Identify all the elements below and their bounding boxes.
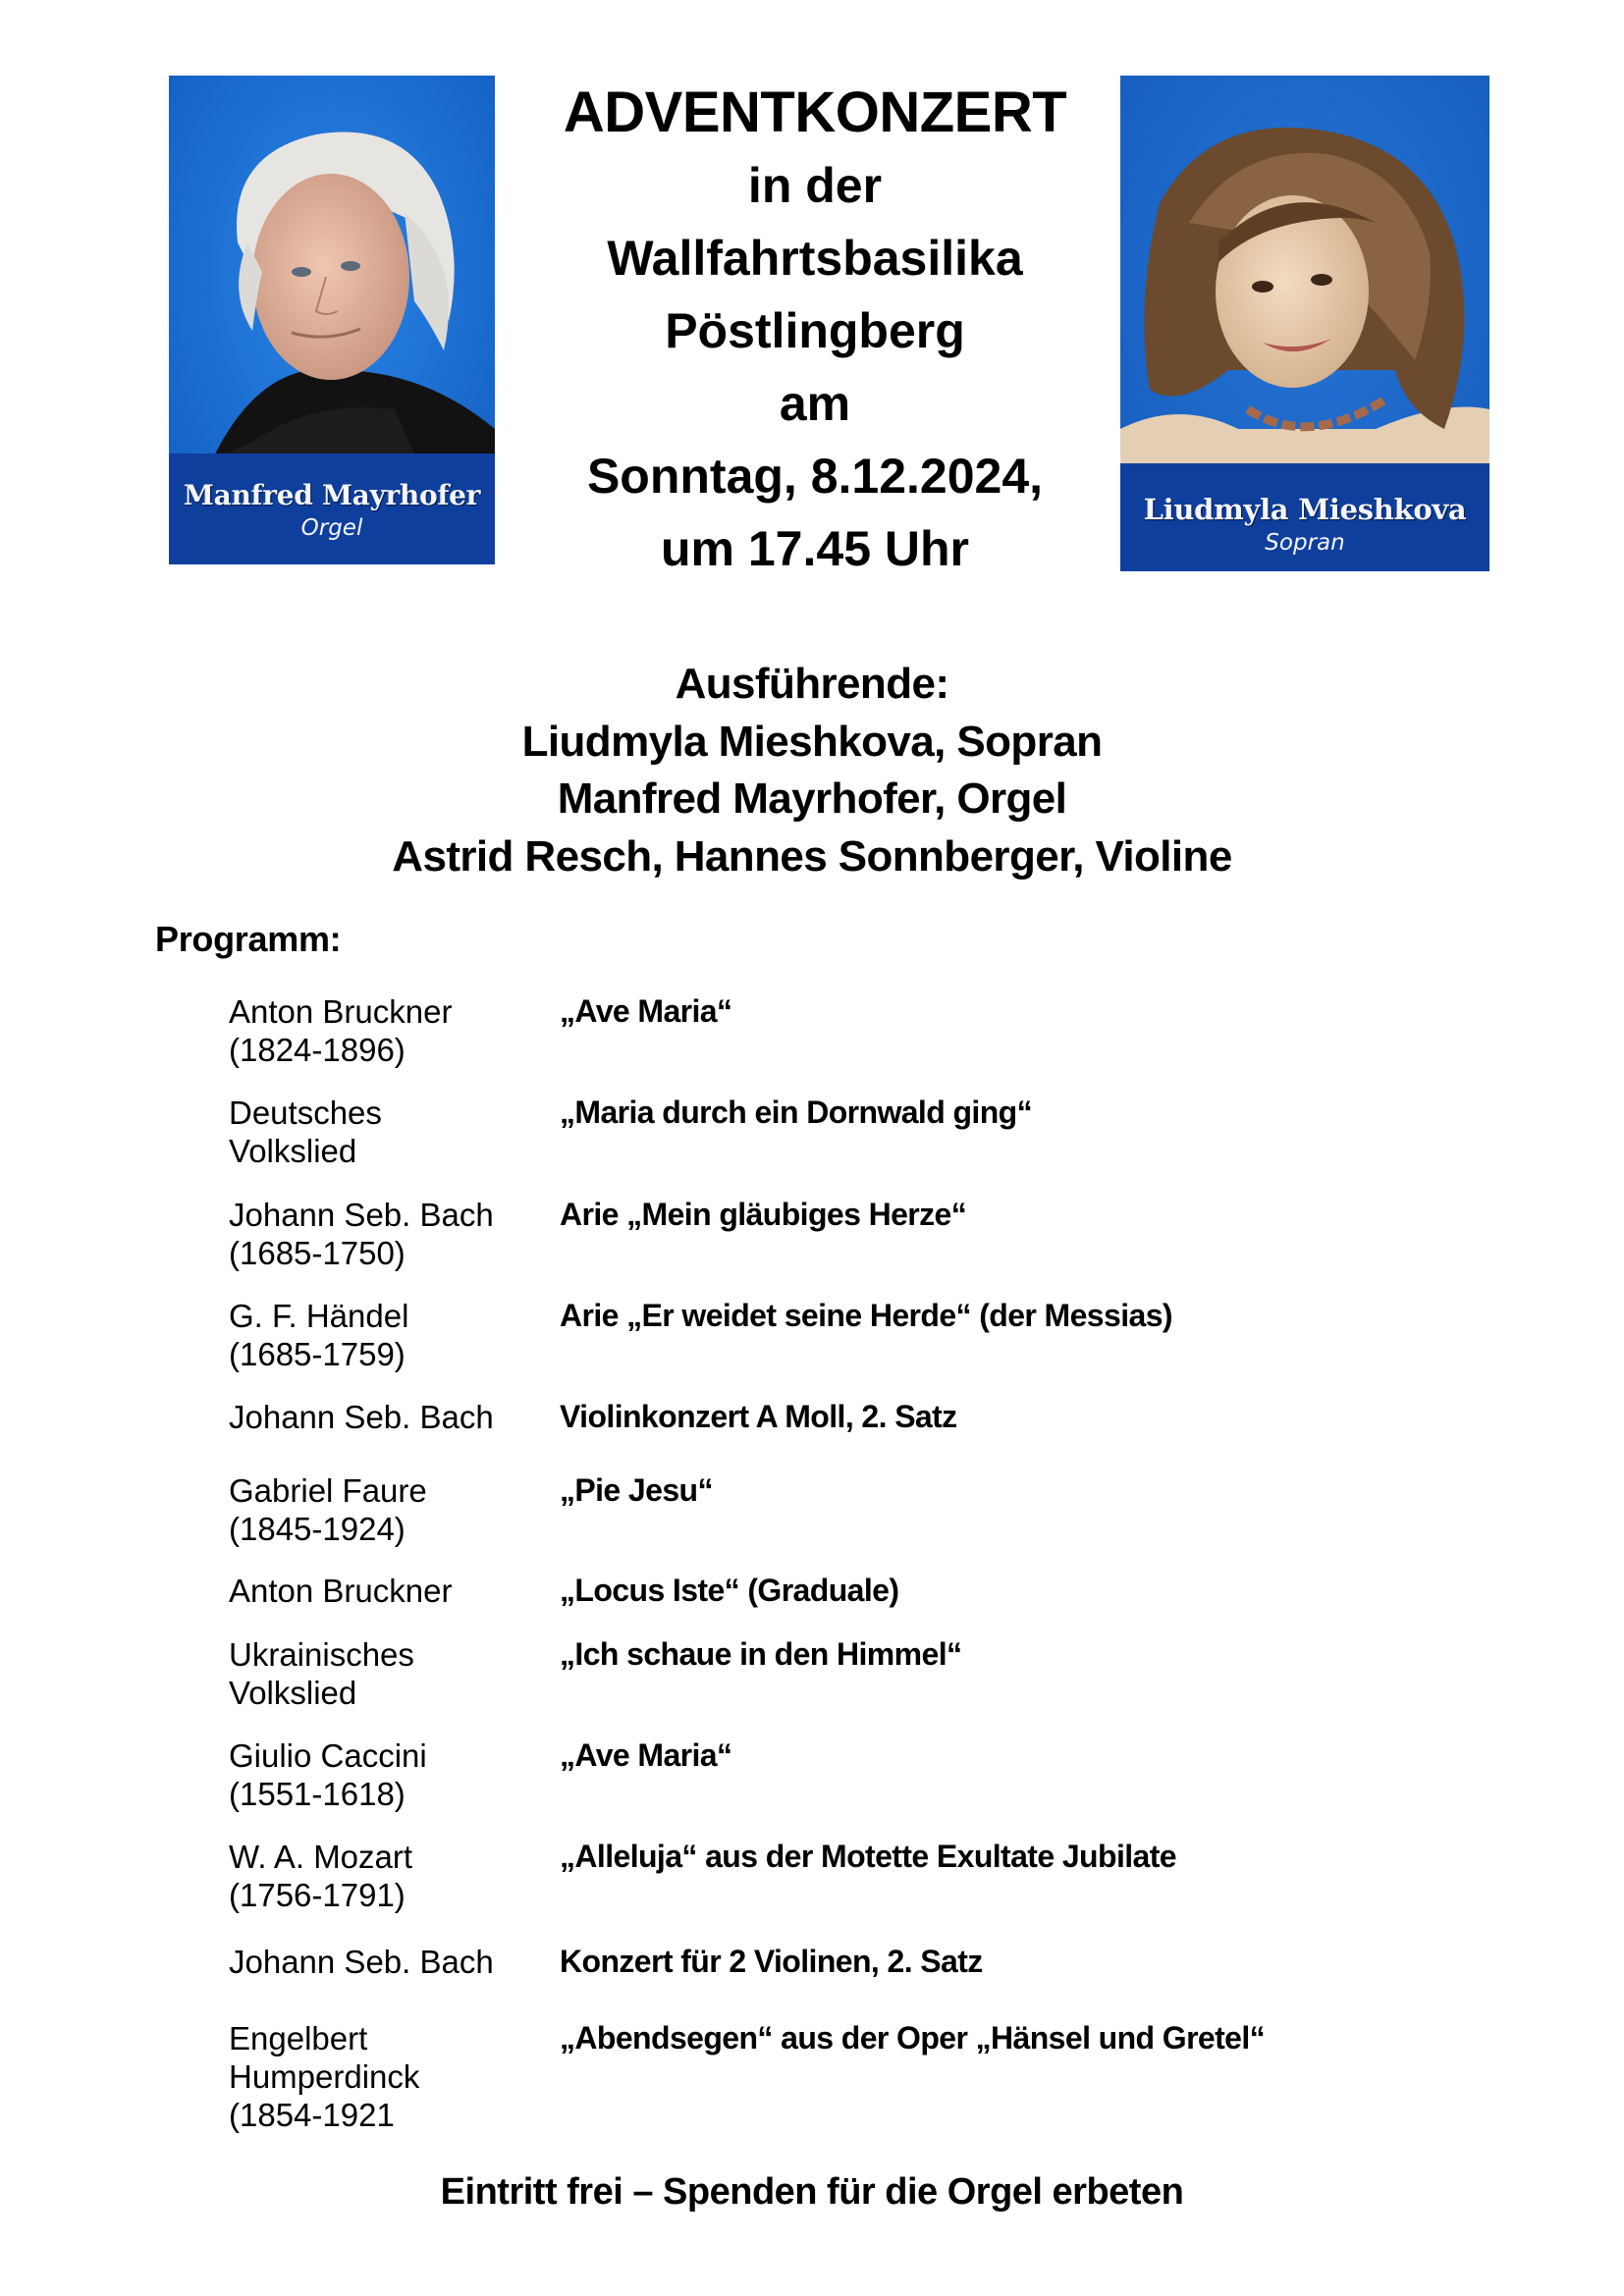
- program-composer: [229, 1635, 553, 1712]
- program-composer: [229, 1736, 553, 1813]
- venue-location: Pöstlingberg: [665, 303, 965, 358]
- composer-line: W. A. Mozart: [229, 1839, 413, 1875]
- performer-line: Manfred Mayrhofer, Orgel: [557, 774, 1067, 823]
- concert-date: Sonntag, 8.12.2024,: [586, 449, 1044, 504]
- program-composer: [229, 2019, 553, 2134]
- concert-time: um 17.45 Uhr: [660, 521, 969, 576]
- portrait-name: Manfred Mayrhofer: [183, 479, 481, 511]
- portrait-caption: [169, 454, 495, 564]
- program-work: „Pie Jesu“: [560, 1472, 713, 1508]
- composer-line: Engelbert: [229, 2020, 368, 2056]
- composer-line: Ukrainisches: [229, 1636, 414, 1673]
- concert-title-block: [511, 77, 1119, 585]
- program-work: „Abendsegen“ aus der Oper „Hänsel und Gretel“: [560, 2020, 1266, 2056]
- portrait-manfred-mayrhofer: [169, 76, 495, 564]
- program-work: „Ave Maria“: [560, 993, 732, 1029]
- composer-line: Giulio Caccini: [229, 1737, 427, 1774]
- program-composer: [229, 1398, 553, 1436]
- program-composer: [229, 1196, 553, 1272]
- concert-title: ADVENTKONZERT: [563, 80, 1067, 144]
- venue-name: Wallfahrtsbasilika: [607, 231, 1023, 286]
- programm-heading: Programm:: [155, 919, 342, 959]
- program-composer: [229, 1838, 553, 1914]
- composer-line: (1685-1750): [229, 1235, 406, 1271]
- composer-line: Johann Seb. Bach: [229, 1944, 494, 1980]
- portrait-name: Liudmyla Mieshkova: [1143, 493, 1467, 526]
- composer-line: (1756-1791): [229, 1877, 406, 1913]
- portrait-caption: [1120, 463, 1489, 571]
- portrait-role: Orgel: [300, 515, 363, 541]
- composer-line: Anton Bruckner: [229, 993, 453, 1030]
- title-line: in der: [747, 158, 883, 213]
- program-composer: [229, 1471, 553, 1548]
- program-composer: [229, 1943, 553, 1981]
- portrait-liudmyla-mieshkova: [1120, 76, 1489, 571]
- program-work: Arie „Er weidet seine Herde“ (der Messias): [560, 1298, 1172, 1333]
- performers-heading: Ausführende:: [675, 660, 949, 708]
- composer-line: Humperdinck: [229, 2058, 420, 2095]
- composer-line: Volkslied: [229, 1675, 357, 1711]
- program-composer: [229, 1094, 553, 1170]
- program-work: Konzert für 2 Violinen, 2. Satz: [560, 1944, 983, 1979]
- performers-section: [0, 656, 1624, 885]
- composer-line: (1824-1896): [229, 1032, 406, 1068]
- admission-note: Eintritt frei – Spenden für die Orgel erbeten: [440, 2171, 1184, 2213]
- composer-line: (1845-1924): [229, 1511, 406, 1547]
- performer-line: Astrid Resch, Hannes Sonnberger, Violine: [392, 831, 1232, 881]
- composer-line: Johann Seb. Bach: [229, 1197, 494, 1233]
- program-work: „Alleluja“ aus der Motette Exultate Jubilate: [560, 1839, 1176, 1874]
- program-composer: [229, 1572, 553, 1610]
- program-work: „Ave Maria“: [560, 1737, 732, 1773]
- composer-line: Johann Seb. Bach: [229, 1399, 494, 1435]
- program-work: „Maria durch ein Dornwald ging“: [560, 1095, 1032, 1130]
- program-work: Arie „Mein gläubiges Herze“: [560, 1197, 967, 1232]
- portrait-role: Sopran: [1265, 530, 1345, 556]
- composer-line: (1685-1759): [229, 1336, 406, 1372]
- composer-line: Anton Bruckner: [229, 1573, 453, 1609]
- composer-line: Deutsches: [229, 1095, 382, 1131]
- program-work: Violinkonzert A Moll, 2. Satz: [560, 1399, 957, 1434]
- program-work: „Locus Iste“ (Graduale): [560, 1573, 899, 1608]
- composer-line: G. F. Händel: [229, 1298, 409, 1334]
- composer-line: (1854-1921: [229, 2097, 395, 2133]
- performer-line: Liudmyla Mieshkova, Sopran: [521, 717, 1103, 766]
- program-composer: [229, 1297, 553, 1373]
- program-work: „Ich schaue in den Himmel“: [560, 1636, 962, 1672]
- composer-line: (1551-1618): [229, 1776, 406, 1812]
- composer-line: Gabriel Faure: [229, 1472, 427, 1509]
- title-line: am: [779, 376, 851, 431]
- composer-line: Volkslied: [229, 1133, 357, 1169]
- program-composer: [229, 992, 553, 1069]
